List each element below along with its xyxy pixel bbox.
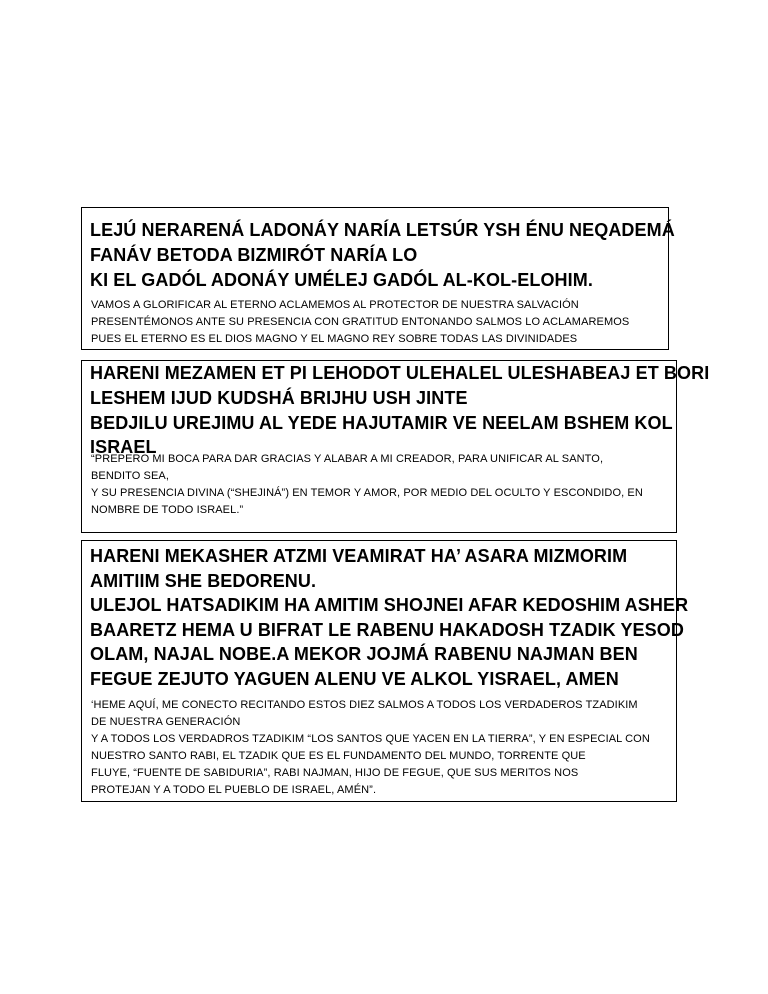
- heading-line: HARENI MEKASHER ATZMI VEAMIRAT HA’ ASARA MIZMORIM: [90, 546, 628, 566]
- prayer-box-1: [81, 207, 675, 350]
- translation-line: FLUYE, “FUENTE DE SABIDURIA”, RABI NAJMAN, HIJO DE FEGUE, QUE SUS MERITOS NOS: [91, 767, 579, 779]
- prayer-box-3: [81, 540, 689, 802]
- translation-line: PUES EL ETERNO ES EL DIOS MAGNO Y EL MAGNO REY SOBRE TODAS LAS DIVINIDADES: [91, 333, 578, 345]
- heading-line: BEDJILU UREJIMU AL YEDE HAJUTAMIR VE NEELAM BSHEM KOL: [90, 413, 673, 433]
- translation-line: “PREPERO MI BOCA PARA DAR GRACIAS Y ALABAR A MI CREADOR, PARA UNIFICAR AL SANTO,: [91, 453, 604, 465]
- heading-line: LESHEM IJUD KUDSHÁ BRIJHU USH JINTE: [90, 388, 468, 408]
- translation-line: VAMOS A GLORIFICAR AL ETERNO ACLAMEMOS AL PROTECTOR DE NUESTRA SALVACIÓN: [91, 299, 579, 311]
- translation-line: BENDITO SEA,: [91, 470, 170, 482]
- heading-line: FANÁV BETODA BIZMIRÓT NARÍA LO: [90, 245, 418, 265]
- translation-line: Y SU PRESENCIA DIVINA (“SHEJINÁ”) EN TEMOR Y AMOR, POR MEDIO DEL OCULTO Y ESCONDIDO, EN: [91, 487, 643, 499]
- heading-line: KI EL GADÓL ADONÁY UMÉLEJ GADÓL AL-KOL-ELOHIM.: [90, 270, 593, 290]
- heading-line: ISRAEL: [90, 437, 157, 457]
- translation-line: DE NUESTRA GENERACIÓN: [91, 716, 241, 728]
- heading-line: OLAM, NAJAL NOBE.A MEKOR JOJMÁ RABENU NAJMAN BEN: [90, 644, 638, 664]
- prayer-box-2: [81, 360, 710, 533]
- heading-line: AMITIIM SHE BEDORENU.: [90, 571, 317, 591]
- translation-line: ‘HEME AQUÍ, ME CONECTO RECITANDO ESTOS DIEZ SALMOS A TODOS LOS VERDADEROS TZADIKIM: [91, 699, 638, 711]
- heading-line: HARENI MEZAMEN ET PI LEHODOT ULEHALEL ULESHABEAJ ET BORI: [90, 363, 710, 383]
- heading-line: BAARETZ HEMA U BIFRAT LE RABENU HAKADOSH TZADIK YESOD: [90, 620, 684, 640]
- translation-line: Y A TODOS LOS VERDADROS TZADIKIM “LOS SANTOS QUE YACEN EN LA TIERRA”, Y EN ESPECIAL CON: [91, 733, 650, 745]
- translation-line: PROTEJAN Y A TODO EL PUEBLO DE ISRAEL, AMÉN”.: [91, 784, 377, 796]
- heading-line: LEJÚ NERARENÁ LADONÁY NARÍA LETSÚR YSH ÉNU NEQADEMÁ: [90, 220, 675, 240]
- translation-line: PRESENTÉMONOS ANTE SU PRESENCIA CON GRATITUD ENTONANDO SALMOS LO ACLAMAREMOS: [91, 316, 630, 328]
- translation-line: NOMBRE DE TODO ISRAEL.”: [91, 504, 244, 516]
- translation-line: NUESTRO SANTO RABI, EL TZADIK QUE ES EL FUNDAMENTO DEL MUNDO, TORRENTE QUE: [91, 750, 586, 762]
- heading-line: FEGUE ZEJUTO YAGUEN ALENU VE ALKOL YISRAEL, AMEN: [90, 669, 619, 689]
- heading-line: ULEJOL HATSADIKIM HA AMITIM SHOJNEI AFAR KEDOSHIM ASHER: [90, 595, 689, 615]
